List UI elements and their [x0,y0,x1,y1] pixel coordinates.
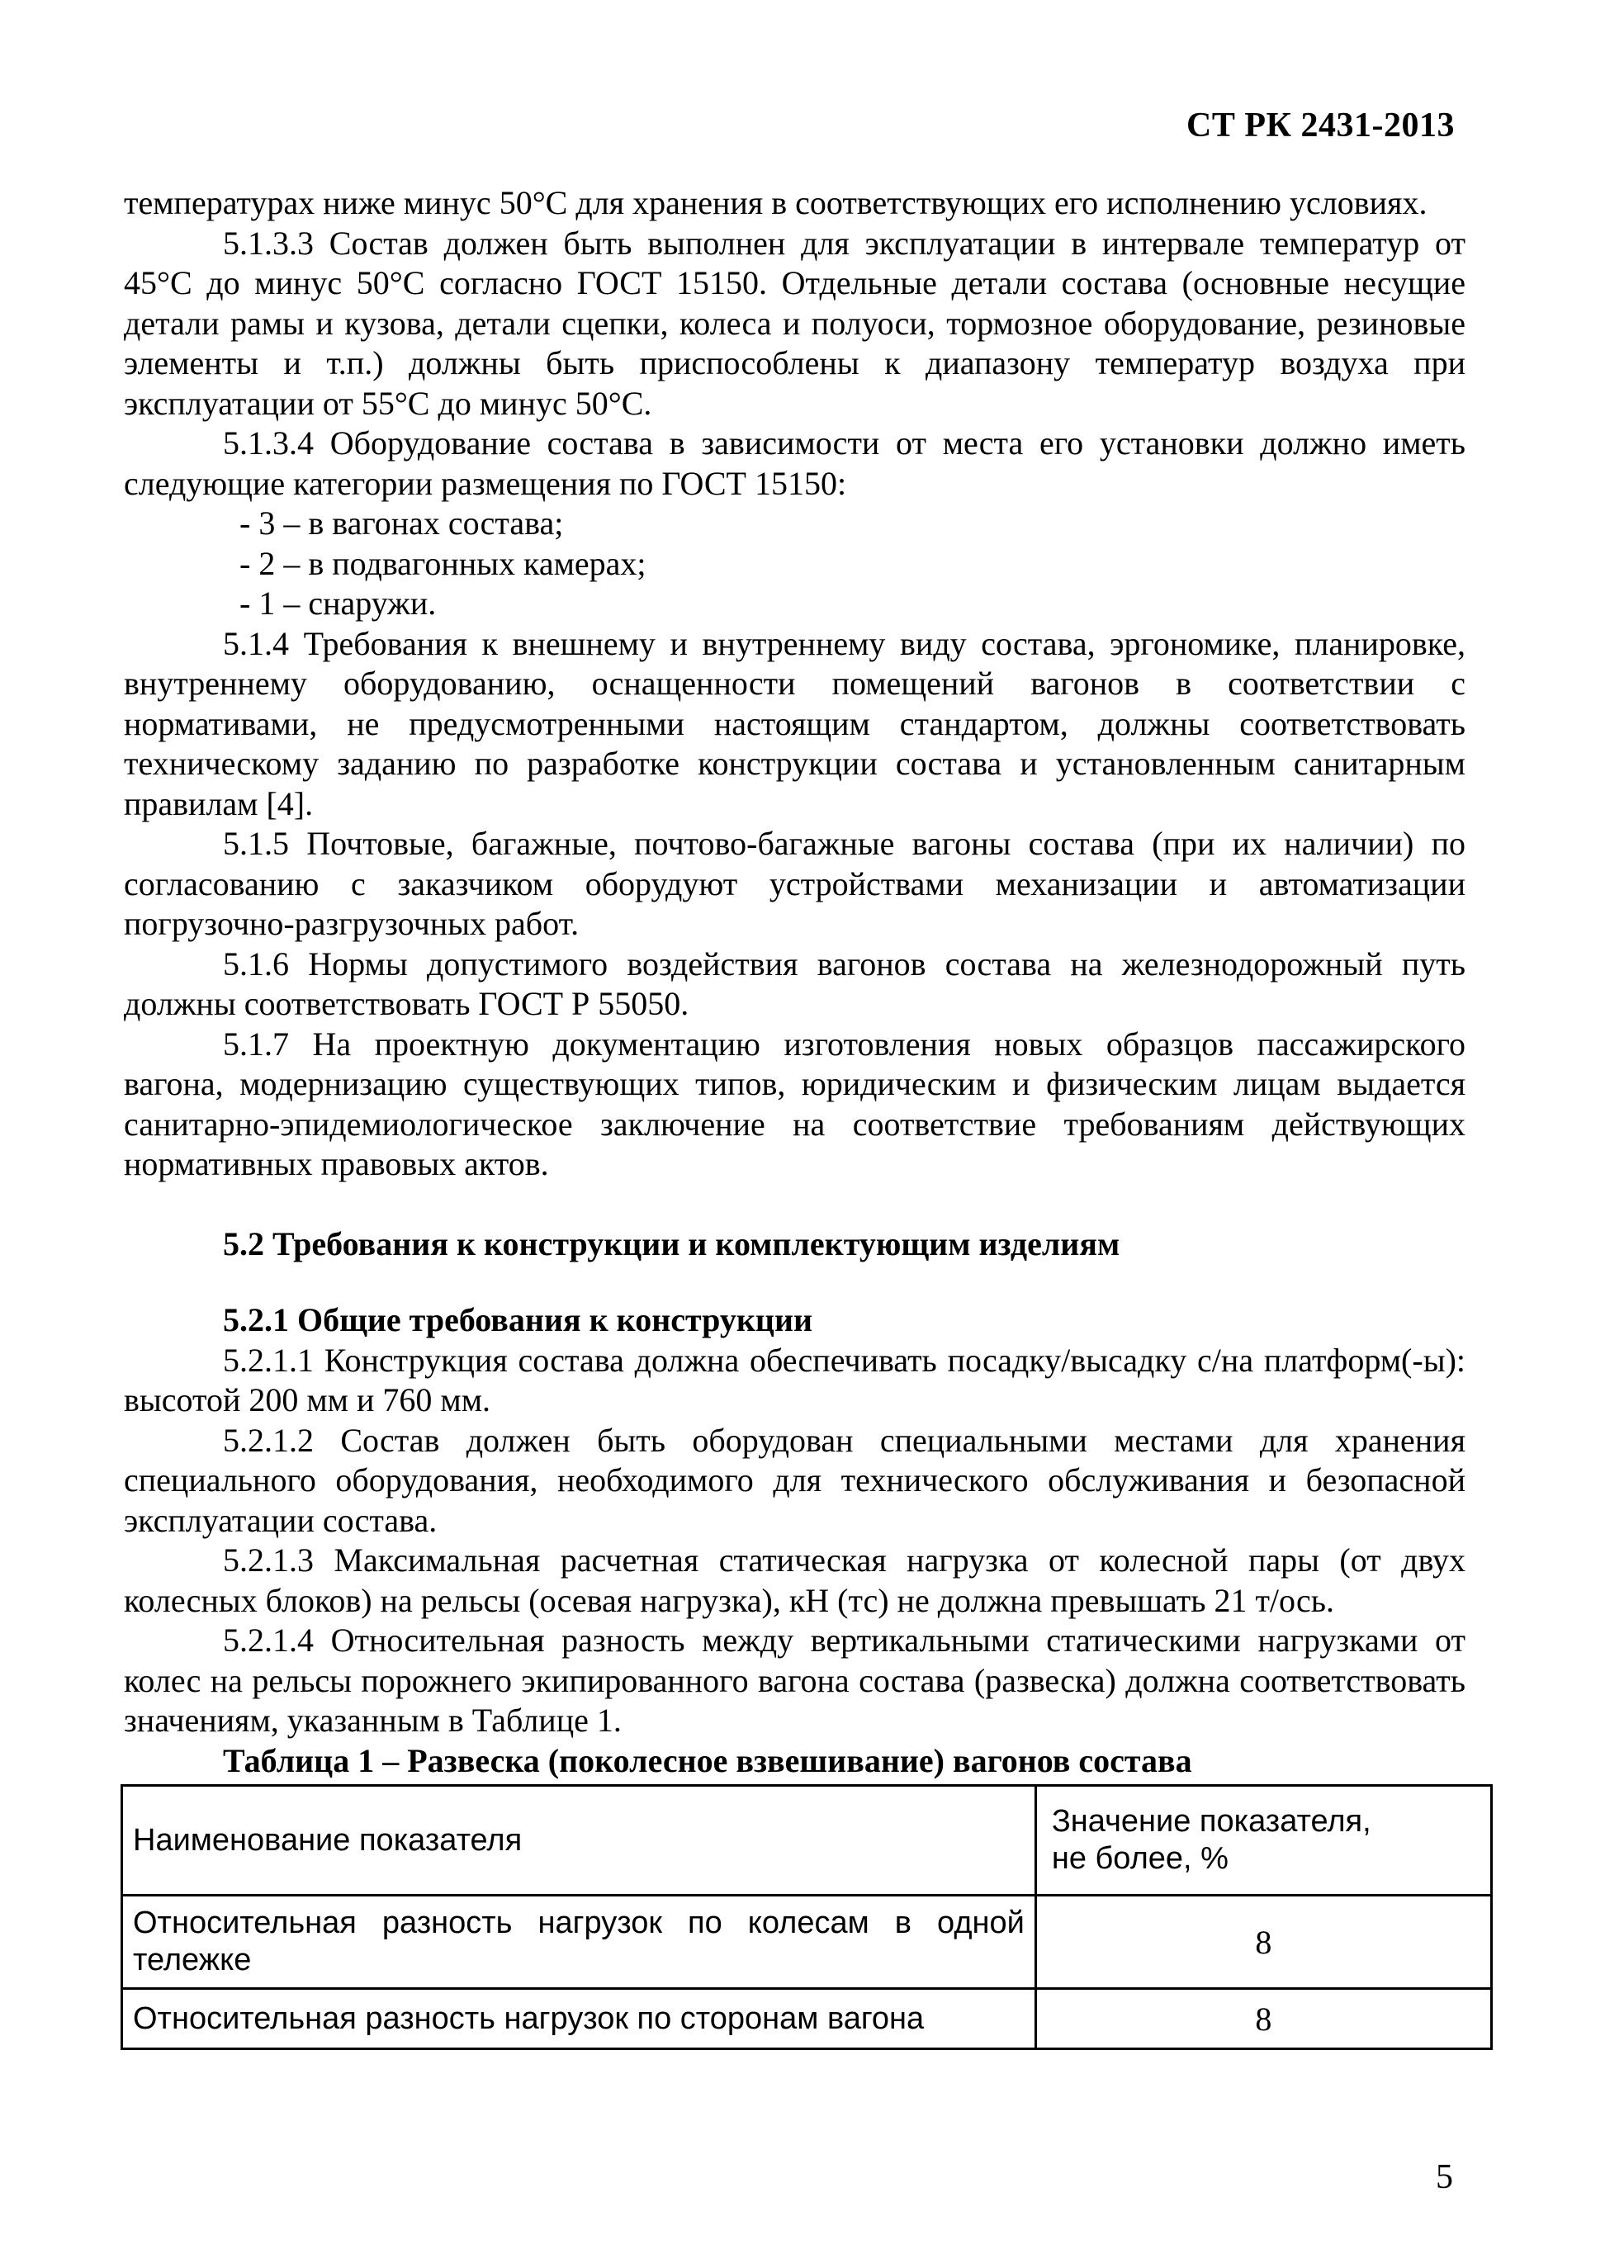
table-header-value [1035,1786,1491,1896]
table-1 [121,1784,1493,2050]
paragraph-5-2-1-1: 5.2.1.1 Конструкция состава должна обеспечивать посадку/высадку с/на платформ(-ы): высотой 200 мм и 760 мм. [124,1341,1465,1418]
table-header-value-line1: Значение показателя, [1051,1804,1371,1839]
page-number: 5 [1436,2158,1453,2196]
paragraph-5-1-3-4: 5.1.3.4 Оборудование состава в зависимости от места его установки должно иметь следующие категории размещения по ГОСТ 15150: [124,424,1465,502]
table-row [122,1989,1492,2049]
table-row [122,1896,1492,1989]
list-item: - 3 – в вагонах состава; [239,504,564,542]
section-spacer [124,1185,1465,1224]
table-header-value-line2: не более, % [1051,1841,1229,1876]
paragraph-5-2-1-2: 5.2.1.2 Состав должен быть оборудован специальными местами для хранения специального оборудования, необходимого для технического обслуживания и безопасной эксплуатации состава. [124,1421,1465,1539]
table-header-row [122,1786,1492,1896]
paragraph-5-2-1-3: 5.2.1.3 Максимальная расчетная статическая нагрузка от колесной пары (от двух колесных блоков) на рельсы (осевая нагрузка), кН (тс) не должна превышать 21 т/ось. [124,1541,1465,1619]
document-header-id: СТ РК 2431-2013 [1186,107,1455,144]
paragraph-5-1-7: 5.1.7 На проектную документацию изготовления новых образцов пассажирского вагона, модернизацию существующих типов, юридическим и физическим лицам выдается санитарно-эпидемиологическое заключение на соответствие требованиям действующих нормативных правовых актов. [124,1025,1465,1182]
paragraph-5-1-4: 5.1.4 Требования к внешнему и внутреннему виду состава, эргономике, планировке, внутреннему оборудованию, оснащенности помещений вагонов в соответствии с нормативами, не предусмотренными настоящим стандартом, должны соответствовать техническому заданию по разработке конструкции состава и установленным санитарным правилам [4]. [124,624,1465,822]
document-body [124,183,1465,2050]
table-cell-name: Относительная разность нагрузок по сторонам вагона [122,1989,1036,2049]
table-cell-value: 8 [1035,1989,1491,2049]
paragraph-5-1-6: 5.1.6 Нормы допустимого воздействия вагонов состава на железнодорожный путь должны соответствовать ГОСТ Р 55050. [124,945,1465,1022]
table-caption: Таблица 1 – Развеска (поколесное взвешивание) вагонов состава [223,1741,1192,1779]
section-spacer [124,1264,1465,1300]
paragraph-5-1-3-3: 5.1.3.3 Состав должен быть выполнен для эксплуатации в интервале температур от 45°С до минус 50°С согласно ГОСТ 15150. Отдельные детали состава (основные несущие детали рамы и кузова, детали сцепки, колеса и полуоси, тормозное оборудование, резиновые элементы и т.п.) должны быть приспособлены к диапазону температур воздуха при эксплуатации от 55°С до минус 50°С. [124,224,1465,422]
paragraph-5-1-5: 5.1.5 Почтовые, багажные, почтово-багажные вагоны состава (при их наличии) по согласованию с заказчиком оборудуют устройствами механизации и автоматизации погрузочно-разгрузочных работ. [124,825,1465,942]
table-header-name: Наименование показателя [122,1786,1036,1896]
list-item: - 2 – в подвагонных камерах; [239,544,646,582]
table-cell-value: 8 [1035,1896,1491,1989]
list-item: - 1 – снаружи. [239,585,437,622]
table-cell-name: Относительная разность нагрузок по колесам в одной тележке [122,1896,1036,1989]
subsection-heading-5-2-1: 5.2.1 Общие требования к конструкции [223,1301,813,1338]
section-heading-5-2: 5.2 Требования к конструкции и комплектующим изделиям [223,1224,1120,1262]
paragraph-continuation: температурах ниже минус 50°С для хранения в соответствующих его исполнению условиях. [124,184,1428,221]
paragraph-5-2-1-4: 5.2.1.4 Относительная разность между вертикальными статическими нагрузками от колес на рельсы порожнего экипированного вагона состава (развеска) должна соответствовать значениям, указанным в Таблице 1. [124,1622,1465,1739]
